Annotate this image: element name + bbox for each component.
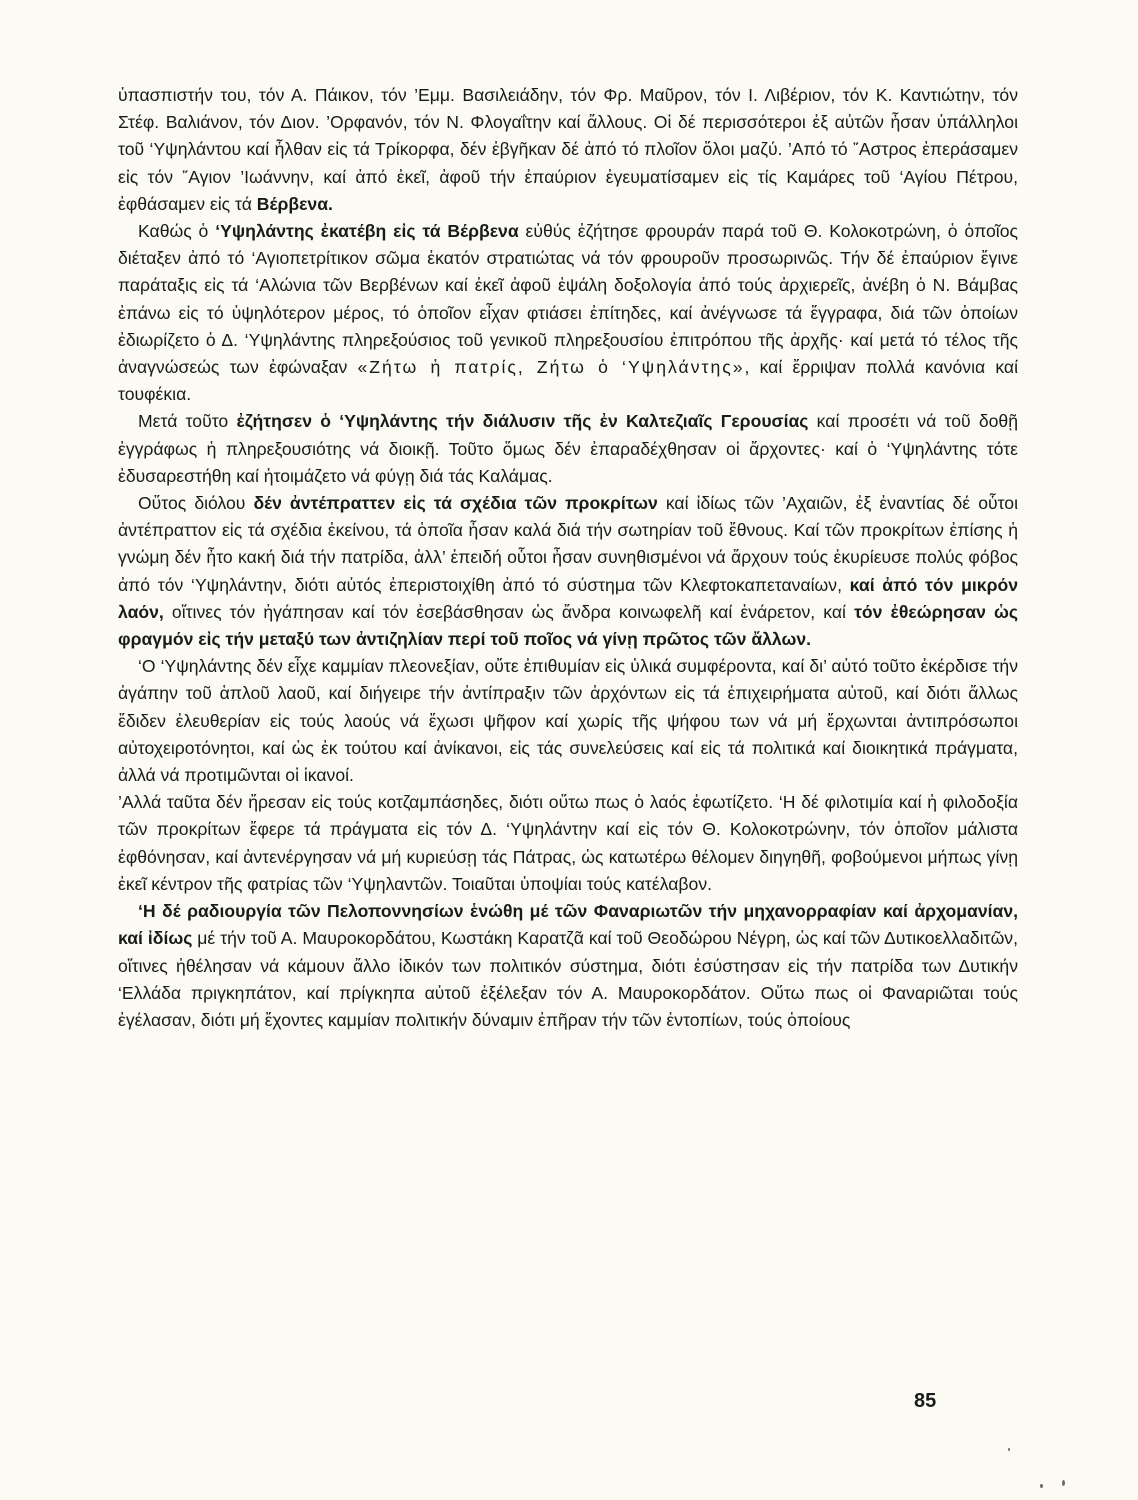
text-run: Οὕτος διόλου [138, 493, 254, 514]
scan-speck [1040, 1484, 1043, 1488]
bold-text-run: ‘Η δέ ραδιουργία τῶν Πελοποννησίων ἑνώθη μέ τῶν Φαναριωτῶν τήν μηχανορραφίαν καί ἀρχομανίαν, καί ἰδίως [118, 901, 1018, 949]
scan-speck [1008, 1448, 1010, 1451]
text-run: καί προσέτι νά τοῦ δοθῇ ἐγγράφως ἡ πληρεξουσιότης νά διοικῇ. Τοῦτο ὅμως δέν ἐπαραδέχθησαν οἱ ἄρχοντες· καί ὁ ‘Υψηλάντης τότε ἐδυσαρεστήθη καί ἡτοιμάζετο νά φύγῃ διά τάς Καλάμας. [118, 411, 1018, 486]
paragraph-2 [118, 218, 1018, 408]
text-run: ὑπασπιστήν του, τόν Α. Πάικον, τόν ’Εμμ. Βασιλειάδην, τόν Φρ. Μαῦρον, τόν Ι. Λιβέριον, τόν Κ. Καντιώτην, τόν Στέφ. Βαλιάνον, τόν Διον. ’Ορφανόν, τόν Ν. Φλογαΐτην καί ἄλλους. Οἱ δέ περισσότεροι ἐξ αὐτῶν ἦσαν ὑπάλληλοι τοῦ ‘Υψηλάντου καί ἦλθαν εἰς τά Τρίκορφα, δέν ἐβγῆκαν δέ ἀπό τό πλοῖον ὅλοι μαζύ. ’Από τό ῎Αστρος ἐπεράσαμεν εἰς τόν ῎Αγιον ’Ιωάννην, καί ἀπό ἐκεῖ, ἀφοῦ τήν ἐπαύριον ἐγευματίσαμεν εἰς τίς Καμάρες τοῦ ‘Αγίου Πέτρου, ἐφθάσαμεν εἰς τά [118, 85, 1018, 214]
scan-speck [1062, 1480, 1065, 1486]
page-number: 85 [914, 1390, 937, 1412]
text-run: ’Αλλά ταῦτα δέν ἤρεσαν εἰς τούς κοτζαμπάσηδες, διότι οὕτω πως ὁ λαός ἐφωτίζετο. ‘Η δέ φιλοτιμία καί ἡ φιλοδοξία τῶν προκρίτων ἔφερε τά πράγματα εἰς τόν Δ. ‘Υψηλάντην καί εἰς τόν Θ. Κολοκοτρώνην, τόν ὁποῖον μάλιστα ἐφθόνησαν, καί ἀντενέργησαν νά μή κυριεύσῃ τάς Πάτρας, ὡς κατωτέρω θέλομεν διηγηθῆ, φοβούμενοι μήπως γίνῃ ἐκεῖ κέντρον τῆς φατρίας τῶν ‘Υψηλαντῶν. Τοιαῦται ὑποψίαι τούς κατέλαβον. [118, 792, 1018, 894]
paragraph-7 [118, 898, 1018, 1034]
paragraph-5 [118, 653, 1018, 789]
bold-text-run: δέν ἀντέπραττεν εἰς τά σχέδια τῶν προκρίτων [253, 493, 658, 514]
text-run: «Ζήτω ἡ πατρίς, Ζήτω ὁ ‘Υψηλάντης» [357, 357, 745, 378]
paragraph-3 [118, 408, 1018, 490]
text-run: Καθώς ὁ [138, 221, 216, 242]
paragraph-4 [118, 490, 1018, 653]
page-text-body [118, 82, 1018, 1034]
paragraph-1 [118, 82, 1018, 218]
text-run: μέ τήν τοῦ Α. Μαυροκορδάτου, Κωστάκη Καρατζᾶ καί τοῦ Θεοδώρου Νέγρη, ὡς καί τῶν Δυτικοελλαδιτῶν, οἵτινες ἠθέλησαν νά κάμουν ἄλλο ἰδικόν των πολιτικόν σύστημα, διότι ἐσύστησαν εἰς τήν πατρίδα των Δυτικήν ‘Ελλάδα πριγκηπάτον, καί πρίγκηπα αὐτοῦ ἐξέλεξαν τόν Α. Μαυροκορδάτον. Οὕτω πως οἱ Φαναριῶται τούς ἐγέλασαν, διότι μή ἔχοντες καμμίαν πολιτικήν δύναμιν ἐπῆραν τήν τῶν ἐντοπίων, τούς ὁποίους [118, 928, 1018, 1030]
text-run: , καί ἔρριψαν πολλά κανόνια καί τουφέκια. [118, 357, 1018, 405]
bold-text-run: τόν ἐθεώρησαν ὡς φραγμόν εἰς τήν μεταξύ των ἀντιζηλίαν περί τοῦ ποῖος νά γίνῃ πρῶτος τῶν ἄλλων. [118, 601, 1018, 650]
text-run: εὐθύς ἐζήτησε φρουράν παρά τοῦ Θ. Κολοκοτρώνη, ὁ ὁποῖος διέταξεν ἀπό τό ‘Αγιοπετρίτικον σῶμα ἑκατόν στρατιώτας νά τόν φρουροῦν προσωρινῶς. Τήν δέ ἐπαύριον ἔγινε παράταξις εἰς τά ‘Αλώνια τῶν Βερβένων καί ἐκεῖ ἀφοῦ ἐψάλη δοξολογία ἀπό τούς ἀρχιερεῖς, ἀνέβη ὁ Ν. Βάμβας ἐπάνω εἰς τό ὑψηλότερον μέρος, τό ὁποῖον εἶχαν φτιάσει ἐπίτηδες, καί ἀνέγνωσε τά ἔγγραφα, διά τῶν ὁποίων ἐδιωρίζετο ὁ Δ. ‘Υψηλάντης πληρεξούσιος τοῦ γενικοῦ πληρεξουσίου ἐπιτρόπου τῆς ἀρχῆς· καί μετά τό τέλος τῆς ἀναγνώσεώς των ἐφώναξαν [118, 221, 1018, 378]
text-run: οἵτινες τόν ἠγάπησαν καί τόν ἐσεβάσθησαν ὡς ἄνδρα κοινωφελῆ καί ἐνάρετον, καί [163, 601, 855, 622]
bold-text-run: Βέρβενα. [256, 193, 333, 214]
text-run: Μετά τοῦτο [138, 411, 237, 432]
text-run: ‘Ο ‘Υψηλάντης δέν εἶχε καμμίαν πλεονεξίαν, οὔτε ἐπιθυμίαν εἰς ὑλικά συμφέροντα, καί δι’ αὐτό τοῦτο ἐκέρδισε τήν ἀγάπην τοῦ ἁπλοῦ λαοῦ, καί διήγειρε τήν ἀντίπραξιν τῶν ἀρχόντων εἰς τά ἐπιχειρήματα αὐτοῦ, καί διότι ἄλλως ἔδιδεν ἐλευθερίαν εἰς τούς λαούς νά ἔχωσι ψῆφον καί χωρίς τῆς ψήφου των νά μή ἔρχωνται ἀντιπρόσωποι αὐτοχειροτόνητοι, καί ὡς ἐκ τούτου καί ἀνίκανοι, εἰς τάς συνελεύσεις καί εἰς τά πολιτικά καί διοικητικά πράγματα, ἀλλά νά προτιμῶνται οἱ ἱκανοί. [118, 656, 1018, 786]
bold-text-run: καί ἀπό τόν μικρόν λαόν, [118, 574, 1019, 622]
text-run: καί ἰδίως τῶν ’Αχαιῶν, ἐξ ἐναντίας δέ οὗτοι ἀντέπραττον εἰς τά σχέδια ἐκείνου, τά ὁποῖα ἦσαν καλά διά τήν σωτηρίαν τοῦ ἔθνους. Καί τῶν προκρίτων ἐπίσης ἡ γνώμη δέν ἦτο κακή διά τήν πατρίδα, ἀλλ’ ἐπειδή οὗτοι ἦσαν συνηθισμένοι νά ἄρχουν τούς ἐκυρίευσε πολύς φόβος ἀπό τόν ‘Υψηλάντην, διότι αὐτός ἐπεριστοιχίθη ἀπό τό σύστημα τῶν Κλεφτοκαπεταναίων, [118, 493, 1018, 595]
paragraph-6 [118, 789, 1018, 898]
bold-text-run: ἐζήτησεν ὁ ‘Υψηλάντης τήν διάλυσιν τῆς ἐν Καλτεζιαῖς Γερουσίας [236, 411, 809, 432]
bold-text-run: ‘Υψηλάντης ἐκατέβη εἰς τά Βέρβενα [215, 221, 519, 242]
